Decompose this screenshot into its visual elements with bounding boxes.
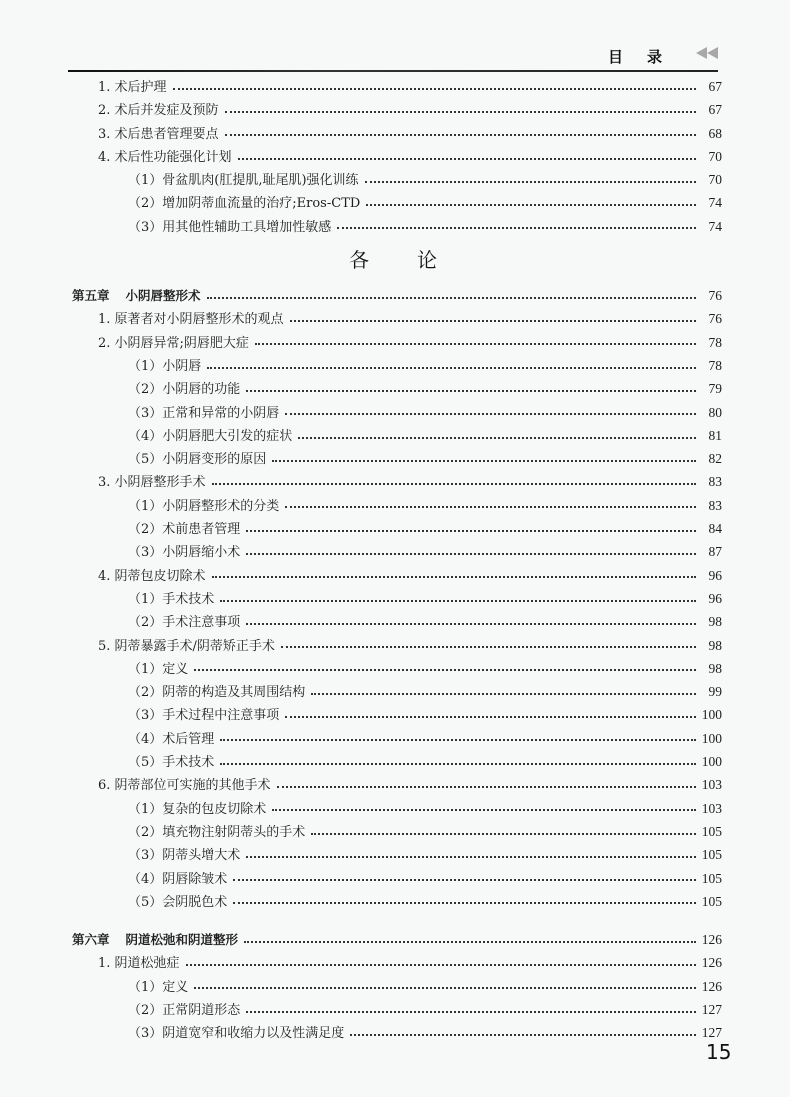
toc-entry[interactable]: （4）术后管理 100 [128,730,722,747]
chapter-number: 第六章 [72,932,110,948]
toc-entry[interactable]: （3）阴道宽窄和收缩力以及性满足度 127 [128,1025,722,1042]
leader-dots [246,856,695,858]
toc-entry[interactable]: （2）正常阴道形态 127 [128,1001,722,1018]
toc-entry[interactable]: 1. 术后护理 67 [98,79,722,95]
toc-entry[interactable]: （3）阴蒂头增大术 105 [128,847,722,864]
toc-entry[interactable]: （5）手术技术 100 [128,754,722,771]
toc-entry[interactable]: 5. 阴蒂暴露手术/阴蒂矫正手术 98 [98,637,722,654]
toc-chapter-6 [72,928,722,1044]
leader-dots [246,623,696,625]
table-of-contents [72,75,722,1045]
toc-entry[interactable]: 2. 小阴唇异常;阴唇肥大症 78 [98,334,722,351]
toc-entry[interactable]: （3）小阴唇缩小术 87 [128,544,722,561]
leader-dots [337,227,696,229]
toc-entry[interactable]: （4）阴唇除皱术 105 [128,870,722,887]
leader-dots [220,739,695,741]
toc-entry[interactable]: （2）手术注意事项 98 [128,614,722,631]
toc-entry[interactable]: （3）正常和异常的小阴唇 80 [128,404,722,421]
toc-entry[interactable]: （4）小阴唇肥大引发的症状 81 [128,427,722,444]
chapter-title: 小阴唇整形术 [125,288,201,304]
toc-entry[interactable]: 3. 术后患者管理要点 68 [98,125,722,142]
leader-dots [285,506,696,508]
leader-dots [277,786,696,788]
leader-dots [350,1034,695,1036]
header-title: 目录 [607,48,686,66]
toc-entry[interactable]: （1）小阴唇整形术的分类 83 [128,497,722,514]
toc-entry[interactable]: （3）手术过程中注意事项 100 [128,707,722,724]
toc-entry[interactable]: （1）骨盆肌肉(肛提肌,耻尾肌)强化训练 70 [128,172,722,189]
leader-dots [365,181,696,183]
leader-dots [290,320,696,322]
toc-entry[interactable]: 1. 原著者对小阴唇整形术的观点 76 [98,311,722,328]
toc-entry[interactable]: 1. 阴道松弛症 126 [98,955,722,972]
leader-dots [212,483,696,485]
toc-entry[interactable]: （1）定义 98 [128,660,722,677]
page-number: 15 [706,1040,732,1064]
leader-dots [194,669,696,671]
leader-dots [244,941,696,943]
chapter-heading[interactable]: 第六章 阴道松弛和阴道整形 126 [72,932,722,948]
toc-entry[interactable]: 3. 小阴唇整形手术 83 [98,474,722,491]
chapter-heading[interactable]: 第五章 小阴唇整形术 76 [72,288,722,304]
leader-dots [246,390,696,392]
toc-group-continued [72,75,722,238]
toc-entry[interactable]: （3）用其他性辅助工具增加性敏感 74 [128,218,722,235]
leader-dots [311,693,696,695]
toc-entry[interactable]: （1）定义 126 [128,978,722,995]
chapter-number: 第五章 [72,288,110,304]
leader-dots [233,902,695,904]
leader-dots [246,553,696,555]
leader-dots [220,763,695,765]
toc-entry[interactable]: （2）术前患者管理 84 [128,521,722,538]
leader-dots [194,987,695,989]
double-left-triangle-icon [696,47,718,59]
leader-dots [207,367,696,369]
leader-dots [255,343,696,345]
toc-entry[interactable]: （1）手术技术 96 [128,590,722,607]
toc-entry[interactable]: （2）阴蒂的构造及其周围结构 99 [128,684,722,701]
toc-entry[interactable]: 4. 阴蒂包皮切除术 96 [98,567,722,584]
toc-entry[interactable]: （1）小阴唇 78 [128,357,722,374]
running-header [68,40,718,72]
leader-dots [225,134,696,136]
toc-entry[interactable]: （2）小阴唇的功能 79 [128,381,722,398]
toc-entry[interactable]: （2）增加阴蒂血流量的治疗;Eros-CTD 74 [128,195,722,212]
leader-dots [281,646,696,648]
leader-dots [285,413,696,415]
toc-entry[interactable]: 2. 术后并发症及预防 67 [98,102,722,119]
leader-dots [186,964,696,966]
leader-dots [272,809,695,811]
leader-dots [220,600,696,602]
leader-dots [225,111,696,113]
leader-dots [212,576,696,578]
section-heading: 各论 [349,248,485,273]
leader-dots [207,297,696,299]
leader-dots [238,158,696,160]
toc-entry[interactable]: （2）填充物注射阴蒂头的手术 105 [128,823,722,840]
toc-entry[interactable]: 6. 阴蒂部位可实施的其他手术 103 [98,777,722,794]
leader-dots [246,1011,695,1013]
header-rule [68,70,718,72]
toc-chapter-5 [72,284,722,913]
leader-dots [173,88,696,90]
leader-dots [298,437,696,439]
leader-dots [311,833,695,835]
chapter-title: 阴道松弛和阴道整形 [125,932,239,948]
toc-entry[interactable]: （5）会阴脱色术 105 [128,893,722,910]
leader-dots [366,204,696,206]
leader-dots [246,530,696,532]
leader-dots [272,460,696,462]
leader-dots [233,879,695,881]
leader-dots [285,716,695,718]
toc-entry[interactable]: 4. 术后性功能强化计划 70 [98,148,722,165]
toc-entry[interactable]: （1）复杂的包皮切除术 103 [128,800,722,817]
toc-entry[interactable]: （5）小阴唇变形的原因 82 [128,451,722,468]
